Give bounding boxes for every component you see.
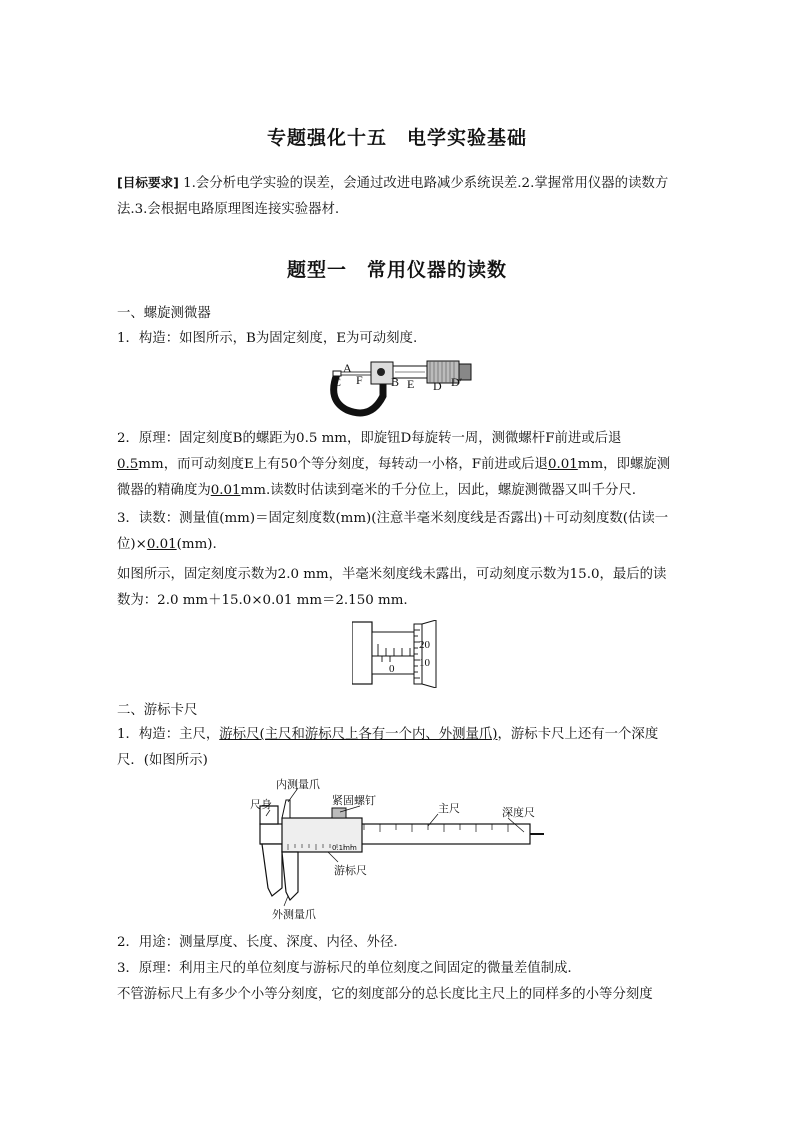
micrometer-reading-figure: [352, 620, 444, 688]
label-C: C: [333, 375, 342, 389]
caliper-usage: 2．用途：测量厚度、长度、深度、内径、外径.: [117, 935, 398, 950]
scale-label-10: 10: [419, 657, 430, 669]
goal-paragraph: [117, 170, 679, 223]
micrometer-figure: [325, 352, 475, 422]
principle-value-2: 0.01: [547, 457, 578, 472]
caliper-structure-underline-1: 游标尺: [219, 727, 260, 742]
caliper-note: 不管游标尺上有多少个小等分刻度，它的刻度部分的总长度比主尺上的同样多的小等分刻度: [117, 987, 653, 1002]
label-E: E: [407, 377, 415, 391]
principle-text-4: mm.读数时估读到毫米的千分位上，因此，螺旋测微器又叫千分尺.: [240, 483, 637, 498]
goal-text: 1.会分析电学实验的误差，会通过改进电路减少系统误差.2.掌握常用仪器的读数方法.3.会根据电路原理图连接实验器材.: [117, 176, 669, 217]
main-scale-label: 主尺: [438, 802, 460, 815]
principle-text-1: 2．原理：固定刻度B的螺距为0.5 mm，即旋钮D每旋转一周，测微螺杆F前进或后退: [117, 431, 622, 446]
principle-value-1: 0.5: [117, 457, 139, 472]
label-D: D: [433, 379, 442, 393]
moving-upper-jaw: [282, 800, 290, 818]
goal-tag: [目标要求]: [117, 175, 179, 190]
micrometer-example: 如图所示，固定刻度示数为2.0 mm，半毫米刻度线未露出，可动刻度示数为15.0，最后的读数为：2.0 mm＋15.0×0.01 mm＝2.150 mm.: [117, 567, 667, 608]
vernier-label: 游标尺: [334, 864, 367, 877]
body-label: 尺身: [250, 798, 272, 811]
caliper-figure: [248, 776, 548, 924]
principle-value-3: 0.01: [210, 483, 241, 498]
caliper-principle: 3．原理：利用主尺的单位刻度与游标尺的单位刻度之间固定的微量差值制成.: [117, 961, 572, 976]
caliper-heading: 二、游标卡尺: [117, 703, 198, 718]
micrometer-reading: [117, 506, 679, 558]
caliper-structure-text-1: 1．构造：主尺，: [117, 727, 220, 742]
principle-text-2: mm，而可动刻度E上有50个等分刻度，每转动一小格，F前进或后退: [138, 457, 548, 472]
micrometer-structure: 1．构造：如图所示，B为固定刻度，E为可动刻度.: [117, 331, 418, 346]
inner-jaw-label: 内测量爪: [276, 778, 320, 791]
label-B: B: [391, 375, 400, 389]
lock-knob: [377, 368, 385, 376]
precision-label: 0.1mm: [332, 844, 357, 852]
section-title: 题型一 常用仪器的读数: [286, 259, 507, 281]
page-title: 专题强化十五 电学实验基础: [266, 127, 527, 149]
caliper-structure-text-2: ，游标卡尺上还有一个深度尺．(如图所示): [117, 727, 659, 768]
frame-stub: [352, 622, 372, 684]
moving-lower-jaw: [282, 852, 298, 900]
depth-label: 深度尺: [502, 806, 535, 819]
caliper-structure-underline-2: (主尺和游标尺上各有一个内、外测量爪): [259, 727, 498, 742]
reading-text-2: (mm).: [176, 537, 217, 552]
micrometer-heading: 一、螺旋测微器: [117, 306, 211, 321]
caliper-structure: [117, 722, 679, 774]
screw-label: 紧固螺钉: [332, 794, 376, 807]
scale-label-20: 20: [419, 639, 430, 651]
label-D-prime: D′: [451, 375, 463, 389]
micrometer-principle: [117, 426, 679, 504]
label-A: A: [343, 361, 352, 375]
principle-text-3: mm，即螺旋测微器的精确度为: [117, 457, 671, 498]
reading-text-1: 3．读数：测量值(mm)＝固定刻度数(mm)(注意半毫米刻度线是否露出)＋可动刻度数(估读一位)×: [117, 511, 669, 552]
reading-value-1: 0.01: [146, 537, 177, 552]
label-F: F: [356, 373, 363, 387]
locking-screw: [332, 808, 346, 818]
scale-label-0: 0: [389, 663, 395, 675]
outer-jaw-label: 外测量爪: [272, 908, 316, 921]
fixed-lower-jaw: [260, 844, 282, 896]
